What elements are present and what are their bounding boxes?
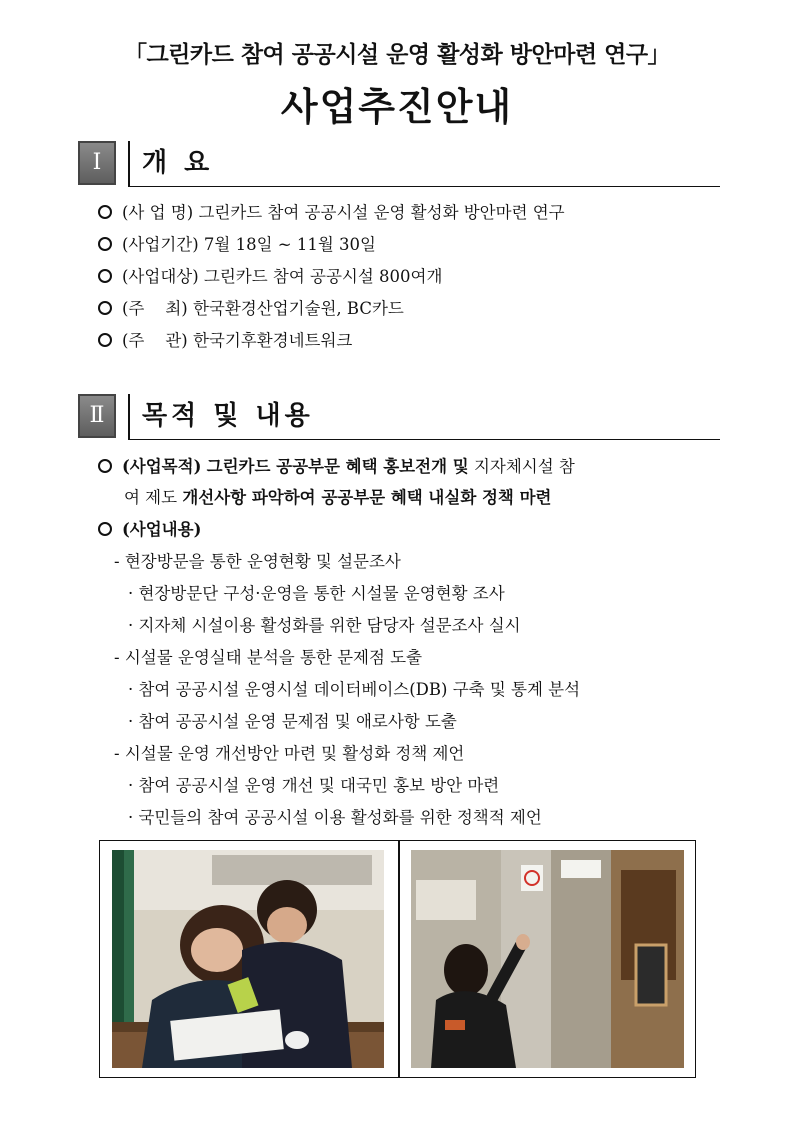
bullet-circle-icon: [98, 237, 112, 251]
bullet-circle-icon: [98, 522, 112, 536]
bullet-circle-icon: [98, 301, 112, 315]
purpose-line-1: (사업목적) 그린카드 공공부문 혜택 홍보전개 및 지자체시설 참: [98, 451, 575, 483]
document-title: 「그린카드 참여 공공시설 운영 활성화 방안마련 연구」: [123, 42, 671, 68]
photo-site-visit-counter: [112, 850, 384, 1068]
content-detail: · 지자체 시설이용 활성화를 위한 담당자 설문조사 실시: [128, 616, 521, 635]
section-title: 목적 및 내용: [128, 394, 720, 440]
list-item: (주 관) 한국기후환경네트워크: [98, 325, 565, 357]
purpose-line-2: 여 제도 개선사항 파악하여 공공부문 혜택 내실화 정책 마련: [124, 488, 552, 507]
photo-divider: [398, 841, 400, 1077]
section-number-badge: Ⅰ: [78, 141, 116, 185]
list-item: (주 최) 한국환경산업기술원, BC카드: [98, 293, 565, 325]
list-item: (사 업 명) 그린카드 참여 공공시설 운영 활성화 방안마련 연구: [98, 197, 565, 229]
bullet-circle-icon: [98, 333, 112, 347]
content-detail: · 국민들의 참여 공공시설 이용 활성화를 위한 정책적 제언: [128, 808, 542, 827]
photo-table: [99, 840, 696, 1078]
document-subtitle: 사업추진안내: [280, 85, 514, 129]
list-item: (사업대상) 그린카드 참여 공공시설 800여개: [98, 261, 565, 293]
content-detail: · 참여 공공시설 운영시설 데이터베이스(DB) 구축 및 통계 분석: [128, 680, 581, 699]
section-header-overview: [78, 141, 720, 191]
bullet-circle-icon: [98, 459, 112, 473]
content-subheading: - 시설물 운영 개선방안 마련 및 활성화 정책 제언: [114, 744, 465, 763]
section-title: 개 요: [128, 141, 720, 187]
photo-facility-inspection: [411, 850, 684, 1068]
bullet-circle-icon: [98, 269, 112, 283]
overview-list: [98, 197, 565, 357]
content-detail: · 현장방문단 구성·운영을 통한 시설물 운영현황 조사: [128, 584, 505, 603]
content-subheading: - 현장방문을 통한 운영현황 및 설문조사: [114, 552, 401, 571]
section-number-badge: Ⅱ: [78, 394, 116, 438]
content-heading: (사업내용): [98, 514, 201, 546]
content-subheading: - 시설물 운영실태 분석을 통한 문제점 도출: [114, 648, 423, 667]
list-item: (사업기간) 7월 18일 ~ 11월 30일: [98, 229, 565, 261]
content-detail: · 참여 공공시설 운영 문제점 및 애로사항 도출: [128, 712, 457, 731]
content-detail: · 참여 공공시설 운영 개선 및 대국민 홍보 방안 마련: [128, 776, 500, 795]
bullet-circle-icon: [98, 205, 112, 219]
section-header-purpose: [78, 394, 720, 444]
